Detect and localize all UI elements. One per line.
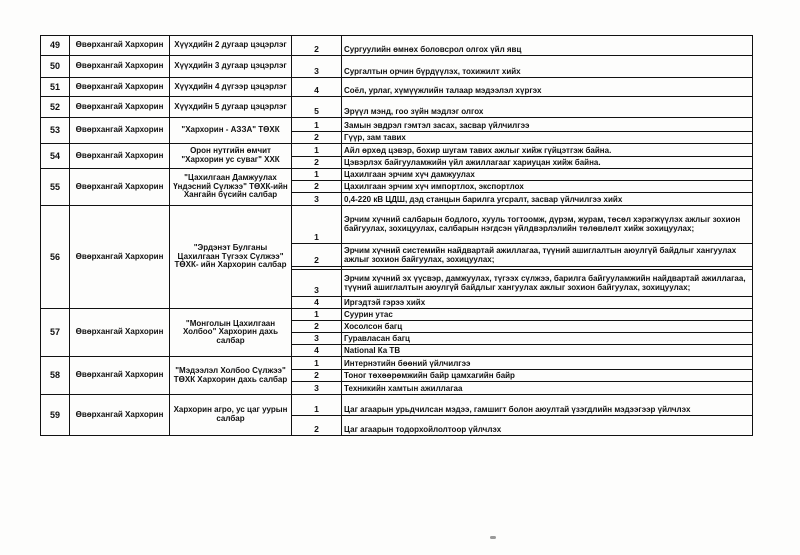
organization-cell: Хүүхдийн 4 дүгээр цэцэрлэг <box>170 78 292 97</box>
service-number: 2 <box>292 157 342 169</box>
service-description: Эрүүл мэнд, гоо зүйн мэдлэг олгох <box>342 97 753 118</box>
organization-cell: Хүүхдийн 3 дугаар цэцэрлэг <box>170 56 292 78</box>
service-description: National Ка ТВ <box>342 345 753 357</box>
region-cell: Өвөрхангай Хархорин <box>70 118 170 144</box>
service-number: 4 <box>292 345 342 357</box>
service-number: 1 <box>292 144 342 157</box>
scan-mark <box>490 536 496 539</box>
service-description: Сургуулийн өмнөх боловсрол олгох үйл явц <box>342 36 753 56</box>
region-cell: Өвөрхангай Хархорин <box>70 309 170 357</box>
service-number: 1 <box>292 395 342 416</box>
organization-cell: "Цахилгаан Дамжуулах Үндэсний Сүлжээ" ТӨХК-ийн Хангайн бүсийн салбар <box>170 169 292 206</box>
service-number: 1 <box>292 118 342 132</box>
service-number: 3 <box>292 333 342 345</box>
service-description: Замын эвдрэл гэмтэл засах, засвар үйлчилгээ <box>342 118 753 132</box>
table-row <box>41 169 753 181</box>
table-row <box>41 144 753 157</box>
service-number: 2 <box>292 181 342 193</box>
table-row <box>41 309 753 321</box>
service-description: Хосолсон багц <box>342 321 753 333</box>
region-cell: Өвөрхангай Хархорин <box>70 144 170 169</box>
row-number: 52 <box>41 97 70 118</box>
row-number: 54 <box>41 144 70 169</box>
table-row <box>41 357 753 370</box>
service-description: Эрчим хүчний системийн найдвартай ажиллагаа, түүний ашиглалтын аюулгүй байдлыг хангуулах ажлыг зохион байгуулах, зохицуулах; <box>342 244 753 267</box>
service-description: Айл өрхөд цэвэр, бохир шугам тавих ажлыг хийж гүйцэтгэж байна. <box>342 144 753 157</box>
service-number: 1 <box>292 169 342 181</box>
service-number: 3 <box>292 56 342 78</box>
service-description: Цахилгаан эрчим хүч дамжуулах <box>342 169 753 181</box>
service-number: 5 <box>292 97 342 118</box>
service-description: Техникийн хамтын ажиллагаа <box>342 382 753 395</box>
service-description: Гуравласан багц <box>342 333 753 345</box>
service-number: 2 <box>292 36 342 56</box>
region-cell: Өвөрхангай Хархорин <box>70 56 170 78</box>
table-row <box>41 206 753 244</box>
region-cell: Өвөрхангай Хархорин <box>70 357 170 395</box>
table-row <box>41 395 753 416</box>
service-number: 2 <box>292 416 342 436</box>
service-description: Суурин утас <box>342 309 753 321</box>
service-number: 4 <box>292 78 342 97</box>
service-description: Цэвэрлэх байгууламжийн үйл ажиллагааг хариуцан хийж байна. <box>342 157 753 169</box>
row-number: 53 <box>41 118 70 144</box>
service-description: Гүүр, зам тавих <box>342 132 753 144</box>
service-number: 1 <box>292 206 342 244</box>
organization-cell: "Мэдээлэл Холбоо Сүлжээ" ТӨХК Хархорин дахь салбар <box>170 357 292 395</box>
region-cell: Өвөрхангай Хархорин <box>70 78 170 97</box>
services-table <box>40 35 753 436</box>
document-sheet <box>40 35 752 473</box>
service-description: Интернэтийн бөөний үйлчилгээ <box>342 357 753 370</box>
service-description: Цахилгаан эрчим хүч импортлох, экспортлох <box>342 181 753 193</box>
table-row <box>41 118 753 132</box>
service-description: Эрчим хүчний эх үүсвэр, дамжуулах, түгээх сүлжээ, барилга байгууламжийн найдвартай ажиллагаа, түүний ашиглалтын аюулгүй байдлыг хангуулах ажлыг зохион байгуулах, зохицуулах; <box>342 270 753 297</box>
row-number: 55 <box>41 169 70 206</box>
service-number: 2 <box>292 244 342 267</box>
organization-cell: Хүүхдийн 5 дугаар цэцэрлэг <box>170 97 292 118</box>
row-number: 56 <box>41 206 70 309</box>
service-number: 3 <box>292 193 342 206</box>
service-number: 4 <box>292 297 342 309</box>
table-row <box>41 78 753 97</box>
row-number: 57 <box>41 309 70 357</box>
service-number: 1 <box>292 309 342 321</box>
table-row <box>41 97 753 118</box>
service-description: Сургалтын орчин бүрдүүлэх, тохижилт хийх <box>342 56 753 78</box>
service-description: Цаг агаарын урьдчилсан мэдээ, гамшигт болон аюултай үзэгдлийн мэдээгээр үйлчлэх <box>342 395 753 416</box>
organization-cell: "Монголын Цахилгаан Холбоо" Хархорин дахь салбар <box>170 309 292 357</box>
table-row <box>41 56 753 78</box>
service-description: Тоног төхөөрөмжийн байр цамхагийн байр <box>342 370 753 382</box>
region-cell: Өвөрхангай Хархорин <box>70 395 170 436</box>
organization-cell: Хархорин агро, ус цаг уурын салбар <box>170 395 292 436</box>
row-number: 58 <box>41 357 70 395</box>
region-cell: Өвөрхангай Хархорин <box>70 206 170 309</box>
region-cell: Өвөрхангай Хархорин <box>70 97 170 118</box>
organization-cell: Хүүхдийн 2 дугаар цэцэрлэг <box>170 36 292 56</box>
service-description: Эрчим хүчний салбарын бодлого, хууль тогтоомж, дүрэм, журам, төсөл хэрэгжүүлэх ажлыг зохион байгуулах, зохицуулах, салбарын нэгдсэн үйлдвэрлэлийн төлөвлөлт хийж зохицуулах; <box>342 206 753 244</box>
organization-cell: Орон нутгийн өмчит "Хархорин ус суваг" ХХК <box>170 144 292 169</box>
service-description: Иргэдтэй гэрээ хийх <box>342 297 753 309</box>
row-number: 51 <box>41 78 70 97</box>
service-number: 2 <box>292 132 342 144</box>
organization-cell: "Эрдэнэт Булганы Цахилгаан Түгээх Сүлжээ" ТӨХК- ийн Хархорин салбар <box>170 206 292 309</box>
row-number: 59 <box>41 395 70 436</box>
service-description: Цаг агаарын тодорхойлолтоор үйлчлэх <box>342 416 753 436</box>
service-number: 3 <box>292 270 342 297</box>
service-number: 2 <box>292 370 342 382</box>
organization-cell: "Хархорин - АЗЗА" ТӨХК <box>170 118 292 144</box>
service-number: 3 <box>292 382 342 395</box>
row-number: 50 <box>41 56 70 78</box>
region-cell: Өвөрхангай Хархорин <box>70 36 170 56</box>
service-description: Соёл, урлаг, хүмүүжлийн талаар мэдээлэл хүргэх <box>342 78 753 97</box>
table-row <box>41 36 753 56</box>
region-cell: Өвөрхангай Хархорин <box>70 169 170 206</box>
service-number: 2 <box>292 321 342 333</box>
service-number: 1 <box>292 357 342 370</box>
service-description: 0,4-220 кВ ЦДШ, дэд станцын барилга угсралт, засвар үйлчилгээ хийх <box>342 193 753 206</box>
table-body <box>41 36 753 436</box>
row-number: 49 <box>41 36 70 56</box>
